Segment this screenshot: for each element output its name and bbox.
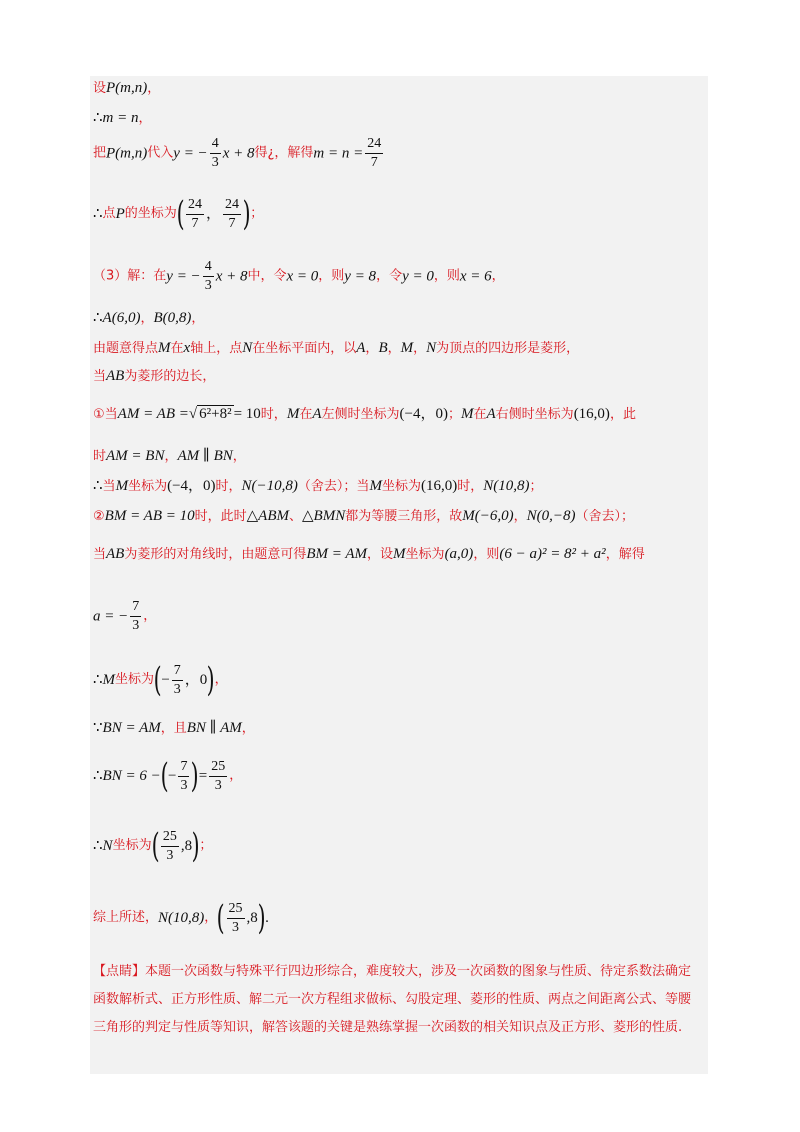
fraction bbox=[203, 258, 214, 295]
text-run: 当 bbox=[93, 369, 107, 384]
text-run: ，且 bbox=[160, 721, 187, 736]
parenthesis: ( bbox=[151, 826, 160, 866]
line-case-2 bbox=[93, 506, 634, 527]
text-run: ∴ bbox=[93, 768, 103, 784]
text: ， bbox=[138, 111, 152, 126]
text-run: 在 bbox=[299, 407, 313, 422]
text-run: A bbox=[486, 406, 496, 422]
text-run: (16,0) bbox=[420, 478, 458, 494]
text-run: 轴上，点 bbox=[190, 341, 243, 356]
fraction bbox=[161, 828, 179, 865]
text-run: 坐标为 bbox=[112, 838, 152, 853]
text-run: 3 bbox=[166, 847, 174, 863]
text-run: 由题意得点 bbox=[93, 341, 159, 356]
text-run: AM ∥ BN bbox=[177, 448, 233, 464]
math: x + 8 bbox=[222, 145, 255, 162]
text-run: ； bbox=[447, 407, 461, 422]
comment-paragraph: 【点睛】本题一次函数与特殊平行四边形综合，难度较大，涉及一次函数的图象与性质、待定系数法确定函数解析式、正方形性质、解二元一次方程组求做标、勾股定理、菱形的性质、两点之间距离公式、等腰三角形的判定与性质等知识，解答该题的关键是熟练掌握一次函数的相关知识点及正方形、菱形的性质. bbox=[93, 964, 692, 1035]
line-bn-am bbox=[93, 718, 255, 739]
text-run: M bbox=[158, 340, 171, 356]
text: 把 bbox=[93, 145, 107, 161]
text-run: M bbox=[369, 478, 382, 494]
text: 解得 bbox=[287, 145, 314, 161]
text-run: 7 bbox=[130, 598, 141, 617]
text-run: 24 bbox=[223, 196, 241, 215]
text-run: 当 bbox=[93, 547, 107, 562]
math: y = 0 bbox=[402, 268, 434, 285]
line-substitute bbox=[93, 135, 385, 172]
line-case-1-result bbox=[93, 476, 542, 497]
text-run: ，设 bbox=[367, 547, 394, 562]
text-run: M bbox=[400, 340, 414, 356]
math: x = 0 bbox=[286, 268, 319, 285]
math-glyph: √ bbox=[188, 406, 198, 422]
therefore-symbol: ∴ bbox=[93, 110, 103, 126]
text-run: 当 bbox=[102, 479, 116, 494]
text: 中，令 bbox=[247, 268, 287, 284]
text-run: 7 bbox=[178, 758, 189, 777]
text-run: 为菱形的对角线时，由题意可得 bbox=[124, 547, 307, 562]
text-run: = bbox=[198, 768, 208, 784]
parenthesis: ( bbox=[216, 898, 225, 938]
text-run: ①当 bbox=[93, 407, 118, 422]
text-run: BN = 6 − bbox=[102, 768, 161, 784]
text-run: 时， bbox=[457, 479, 484, 494]
fraction bbox=[178, 758, 189, 795]
text-run: ， bbox=[229, 768, 243, 783]
text-run: ， bbox=[164, 449, 178, 464]
parenthesis: ( bbox=[176, 194, 185, 234]
text-run: BN ∥ AM bbox=[186, 720, 242, 736]
fraction bbox=[130, 598, 141, 635]
text-run: BM = AM bbox=[306, 546, 368, 562]
text-run: ,8 bbox=[180, 838, 193, 854]
line-p-coords bbox=[93, 194, 263, 234]
line-m-coords bbox=[93, 660, 228, 700]
text-run: N bbox=[102, 838, 113, 854]
text-run: ∴ bbox=[93, 478, 103, 494]
text-run: = 10 bbox=[233, 406, 261, 422]
line-n-coords bbox=[93, 826, 212, 866]
text-run: 坐标为 bbox=[405, 547, 445, 562]
math: y = − bbox=[166, 268, 201, 285]
text-run: A bbox=[312, 406, 322, 422]
line-a-b bbox=[93, 308, 204, 329]
text-run: M bbox=[115, 478, 129, 494]
text-run: (16,0) bbox=[573, 406, 610, 422]
text-run: ，解得 bbox=[605, 547, 645, 562]
math: y = − bbox=[173, 145, 208, 162]
text-run: ， bbox=[143, 608, 157, 624]
text-run: 7 bbox=[172, 662, 183, 681]
text-run: x bbox=[183, 340, 191, 356]
text-run: ② bbox=[93, 509, 105, 524]
text-run: M bbox=[393, 546, 406, 562]
line-case-side bbox=[93, 366, 215, 387]
text: 点 bbox=[102, 206, 116, 221]
text-run: ， bbox=[232, 449, 246, 464]
line-case-1 bbox=[93, 404, 636, 425]
line-bn-value bbox=[93, 756, 242, 796]
fraction bbox=[210, 135, 221, 172]
text-run: 在 bbox=[473, 407, 487, 422]
math: x = 6 bbox=[459, 268, 492, 285]
text-run: 7 bbox=[370, 155, 378, 170]
text-run: ， bbox=[204, 910, 218, 925]
math: ， bbox=[206, 206, 222, 222]
text-run: 在 bbox=[170, 341, 184, 356]
text-run: 都为等腰三角形，故 bbox=[345, 509, 463, 524]
text-run: M(−6,0) bbox=[462, 508, 514, 524]
text: ， bbox=[140, 311, 154, 326]
text-run: 坐标为 bbox=[115, 672, 155, 687]
math: m = n bbox=[102, 110, 139, 126]
text-run: B bbox=[378, 340, 388, 356]
line-summary bbox=[93, 898, 269, 938]
text: 的坐标为 bbox=[124, 206, 177, 221]
text: 代入 bbox=[147, 145, 174, 161]
text-run: 7 bbox=[228, 215, 236, 231]
text-run: 左侧时坐标为 bbox=[321, 407, 400, 422]
line-case-1-cont bbox=[93, 446, 246, 467]
text: ， bbox=[147, 81, 161, 96]
text-run: ； bbox=[199, 838, 213, 853]
text: 设 bbox=[93, 81, 107, 96]
text-run: ， bbox=[513, 509, 527, 524]
text-run: 3 bbox=[132, 618, 140, 633]
sqrt-expression: 6²+8² bbox=[199, 406, 232, 422]
text-run: ， bbox=[365, 341, 379, 356]
text-run: AM = AB = bbox=[117, 406, 189, 422]
text-run: AM = BN bbox=[106, 448, 165, 464]
text-run: N bbox=[242, 340, 253, 356]
text: ， bbox=[191, 311, 205, 326]
line-m-eq-n bbox=[93, 108, 152, 129]
text-run: 3 bbox=[204, 278, 212, 293]
text-run: 24 bbox=[186, 196, 204, 215]
text-run: （舍去）；当 bbox=[297, 479, 370, 494]
text-run: N(10,8) bbox=[158, 910, 205, 926]
text-run: 3 bbox=[211, 155, 219, 170]
therefore-symbol: ∴ bbox=[93, 310, 103, 326]
text-run: 7 bbox=[191, 215, 199, 231]
text: ， bbox=[491, 268, 505, 284]
therefore-symbol: ∴ bbox=[93, 206, 103, 222]
text-run: N(10,8) bbox=[483, 478, 530, 494]
text-run: ， bbox=[387, 341, 401, 356]
fraction bbox=[223, 196, 241, 233]
text-run: a = − bbox=[93, 608, 129, 625]
fraction bbox=[186, 196, 204, 233]
text-run: N bbox=[426, 340, 437, 356]
line-part3 bbox=[93, 258, 505, 295]
text-run: ； bbox=[529, 479, 543, 494]
math-glyph: − bbox=[161, 672, 170, 688]
text-run: N(−10,8) bbox=[241, 478, 298, 494]
line-diagonal-case bbox=[93, 544, 645, 565]
math: y = 8 bbox=[344, 268, 377, 285]
text-run: (−4，0) bbox=[399, 406, 448, 422]
text-run: 在坐标平面内，以 bbox=[252, 341, 357, 356]
text-run: (−4，0) bbox=[167, 478, 216, 494]
text-run: （舍去）； bbox=[575, 509, 634, 524]
text-run: 3 bbox=[214, 777, 222, 793]
text-run: M bbox=[102, 672, 116, 688]
text-run: ∴ bbox=[93, 838, 103, 854]
text-run: AB bbox=[106, 546, 125, 562]
parenthesis: ( bbox=[153, 660, 162, 700]
text-run: ,8 bbox=[246, 910, 258, 926]
text-run: 时 bbox=[93, 449, 107, 464]
parenthesis: ) bbox=[242, 194, 251, 234]
text-run: △BMN bbox=[302, 508, 346, 524]
parenthesis: ) bbox=[191, 756, 200, 796]
text-run: . bbox=[265, 910, 269, 926]
text-run: 3 bbox=[232, 919, 240, 935]
text-run: ，0 bbox=[184, 672, 208, 688]
fraction bbox=[227, 900, 245, 937]
line-rhombus-condition bbox=[93, 338, 579, 359]
fraction bbox=[172, 662, 183, 699]
math-glyph: − bbox=[167, 768, 177, 784]
text-run: 3 bbox=[180, 777, 188, 793]
math: P bbox=[115, 206, 125, 222]
text-run: (6 − a)² = 8² + a² bbox=[499, 546, 606, 562]
text-run: 24 bbox=[365, 135, 383, 154]
text-run: 时， bbox=[260, 407, 287, 422]
text-run: 25 bbox=[209, 758, 227, 777]
text-run: M bbox=[460, 406, 474, 422]
text-run: ∴ bbox=[93, 672, 103, 688]
math: x + 8 bbox=[215, 268, 248, 285]
text-run: 4 bbox=[210, 135, 221, 154]
text-run: ，此 bbox=[609, 407, 636, 422]
parenthesis: ) bbox=[191, 826, 200, 866]
line-set-p bbox=[93, 78, 160, 99]
text: ； bbox=[250, 206, 264, 221]
parenthesis: ) bbox=[257, 898, 266, 938]
math: A(6,0) bbox=[102, 310, 141, 326]
text: ，令 bbox=[376, 268, 403, 284]
text-run: ，则 bbox=[473, 547, 500, 562]
text-run: 、 bbox=[289, 509, 303, 524]
fraction bbox=[365, 135, 383, 172]
text-run: A bbox=[356, 340, 366, 356]
text-run: 时， bbox=[215, 479, 242, 494]
text-run: N(0,−8) bbox=[526, 508, 576, 524]
text-run: ， bbox=[413, 341, 427, 356]
text-run: △ABM bbox=[246, 508, 289, 524]
text-run: ∵ bbox=[93, 720, 103, 736]
math: P(m,n) bbox=[106, 145, 148, 162]
text: ，则 bbox=[318, 268, 345, 284]
text: ，则 bbox=[433, 268, 460, 284]
math: P(m,n) bbox=[106, 80, 148, 96]
text: （3）解：在 bbox=[93, 268, 167, 284]
parenthesis: ) bbox=[206, 660, 215, 700]
text: 得 bbox=[254, 145, 268, 161]
text-run: 3 bbox=[173, 681, 181, 697]
math: m = n = bbox=[313, 145, 364, 162]
text-run: BM = AB = 10 bbox=[104, 508, 195, 524]
text-run: 坐标为 bbox=[128, 479, 168, 494]
text-run: BN = AM bbox=[102, 720, 161, 736]
fraction bbox=[209, 758, 227, 795]
math: B(0,8) bbox=[153, 310, 192, 326]
text-run: M bbox=[286, 406, 300, 422]
text-run: ， bbox=[214, 672, 228, 687]
text-run: 右侧时坐标为 bbox=[495, 407, 574, 422]
text-run: AB bbox=[106, 368, 125, 384]
text: ¿ bbox=[267, 145, 275, 161]
parenthesis: ( bbox=[160, 756, 169, 796]
text-run: 时，此时 bbox=[194, 509, 247, 524]
text-run: 坐标为 bbox=[381, 479, 421, 494]
text-run: 为菱形的边长， bbox=[124, 369, 216, 384]
text-run: 4 bbox=[203, 258, 214, 277]
text-run: 25 bbox=[161, 828, 179, 847]
text-run: 综上所述， bbox=[93, 910, 159, 925]
text-run: (a,0) bbox=[444, 546, 474, 562]
text: ， bbox=[274, 145, 288, 161]
text-run: ， bbox=[241, 721, 255, 736]
line-a-value bbox=[93, 598, 156, 635]
text-run: 为顶点的四边形是菱形， bbox=[436, 341, 580, 356]
text-run: 25 bbox=[227, 900, 245, 919]
